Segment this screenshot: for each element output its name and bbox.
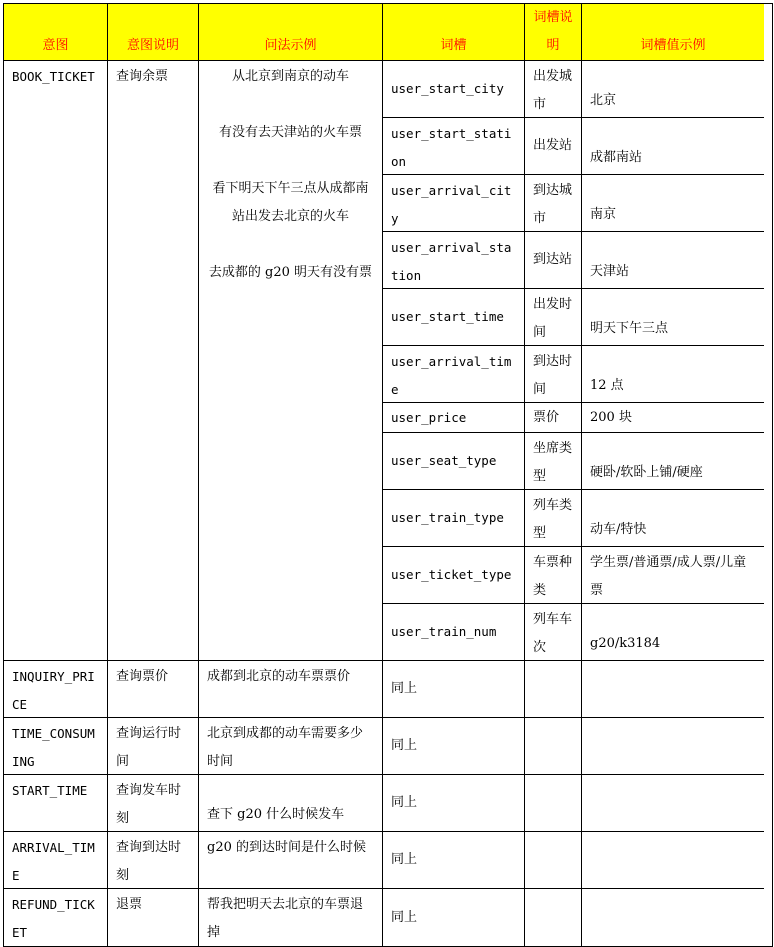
empty-cell — [582, 889, 764, 946]
empty-cell — [582, 832, 764, 889]
intent-start-time: START_TIME — [4, 775, 108, 832]
slot-desc: 列车类型 — [525, 490, 582, 547]
slot-example: 明天下午三点 — [582, 289, 764, 346]
slot-name: user_train_type — [383, 490, 525, 547]
empty-cell — [525, 661, 582, 718]
utterance: 北京到成都的动车需要多少时间 — [199, 718, 383, 775]
intent-desc: 查询到达时刻 — [108, 832, 199, 889]
intent-arrival-time: ARRIVAL_TIME — [4, 832, 108, 889]
slot-ref: 同上 — [383, 661, 525, 718]
slot-desc: 出发城市 — [525, 61, 582, 118]
slot-example: 12 点 — [582, 346, 764, 403]
empty-cell — [582, 661, 764, 718]
slot-name: user_start_city — [383, 61, 525, 118]
slot-example: g20/k3184 — [582, 604, 764, 661]
empty-cell — [525, 718, 582, 775]
slot-desc: 列车车次 — [525, 604, 582, 661]
intent-slot-table-page — [3, 3, 773, 947]
header-slot-desc: 词槽说明 — [525, 4, 582, 61]
slot-name: user_start_station — [383, 118, 525, 175]
slot-example: 动车/特快 — [582, 490, 764, 547]
intent-desc: 退票 — [108, 889, 199, 946]
slot-ref: 同上 — [383, 775, 525, 832]
slot-desc: 车票种类 — [525, 547, 582, 604]
slot-ref: 同上 — [383, 889, 525, 946]
intent-time-consuming: TIME_CONSUMING — [4, 718, 108, 775]
slot-example: 学生票/普通票/成人票/儿童票 — [582, 547, 764, 604]
empty-cell — [525, 889, 582, 946]
intent-desc: 查询发车时刻 — [108, 775, 199, 832]
empty-cell — [582, 775, 764, 832]
header-slot: 词槽 — [383, 4, 525, 61]
slot-name: user_seat_type — [383, 433, 525, 490]
utterance: 成都到北京的动车票票价 — [199, 661, 383, 718]
slot-name: user_train_num — [383, 604, 525, 661]
intent-desc: 查询票价 — [108, 661, 199, 718]
utterance-1: 从北京到南京的动车 — [231, 69, 349, 84]
empty-cell — [582, 718, 764, 775]
slot-desc: 票价 — [525, 403, 582, 433]
header-utterance: 问法示例 — [199, 4, 383, 61]
utterance-2: 有没有去天津站的火车票 — [218, 125, 362, 140]
utterances-book-ticket — [199, 61, 383, 661]
slot-name: user_start_time — [383, 289, 525, 346]
slot-name: user_arrival_station — [383, 232, 525, 289]
slot-example: 200 块 — [582, 403, 764, 433]
slot-desc: 出发时间 — [525, 289, 582, 346]
slot-example: 南京 — [582, 175, 764, 232]
slot-name: user_arrival_city — [383, 175, 525, 232]
utterance: 帮我把明天去北京的车票退掉 — [199, 889, 383, 946]
slot-example: 天津站 — [582, 232, 764, 289]
empty-cell — [525, 775, 582, 832]
intent-desc: 查询运行时间 — [108, 718, 199, 775]
slot-desc: 到达时间 — [525, 346, 582, 403]
intent-book-ticket: BOOK_TICKET — [4, 61, 108, 661]
intent-slot-table — [3, 3, 773, 661]
slot-example: 成都南站 — [582, 118, 764, 175]
intent-desc-book-ticket: 查询余票 — [108, 61, 199, 661]
header-intent: 意图 — [4, 4, 108, 61]
slot-desc: 出发站 — [525, 118, 582, 175]
utterance-3: 看下明天下午三点从成都南站出发去北京的火车 — [212, 181, 369, 224]
header-intent-desc: 意图说明 — [108, 4, 199, 61]
empty-cell — [525, 832, 582, 889]
slot-name: user_price — [383, 403, 525, 433]
slot-ref: 同上 — [383, 832, 525, 889]
intent-refund-ticket: REFUND_TICKET — [4, 889, 108, 946]
slot-example: 北京 — [582, 61, 764, 118]
utterance-4: 去成都的 g20 明天有没有票 — [208, 265, 373, 280]
slot-desc: 坐席类型 — [525, 433, 582, 490]
slot-name: user_arrival_time — [383, 346, 525, 403]
slot-name: user_ticket_type — [383, 547, 525, 604]
utterance: 查下 g20 什么时候发车 — [199, 775, 383, 832]
header-slot-example: 词槽值示例 — [582, 4, 764, 61]
slot-desc: 到达站 — [525, 232, 582, 289]
slot-ref: 同上 — [383, 718, 525, 775]
utterance: g20 的到达时间是什么时候 — [199, 832, 383, 889]
slot-example: 硬卧/软卧上铺/硬座 — [582, 433, 764, 490]
intent-inquiry-price: INQUIRY_PRICE — [4, 661, 108, 718]
other-intents-table — [3, 661, 773, 947]
slot-desc: 到达城市 — [525, 175, 582, 232]
